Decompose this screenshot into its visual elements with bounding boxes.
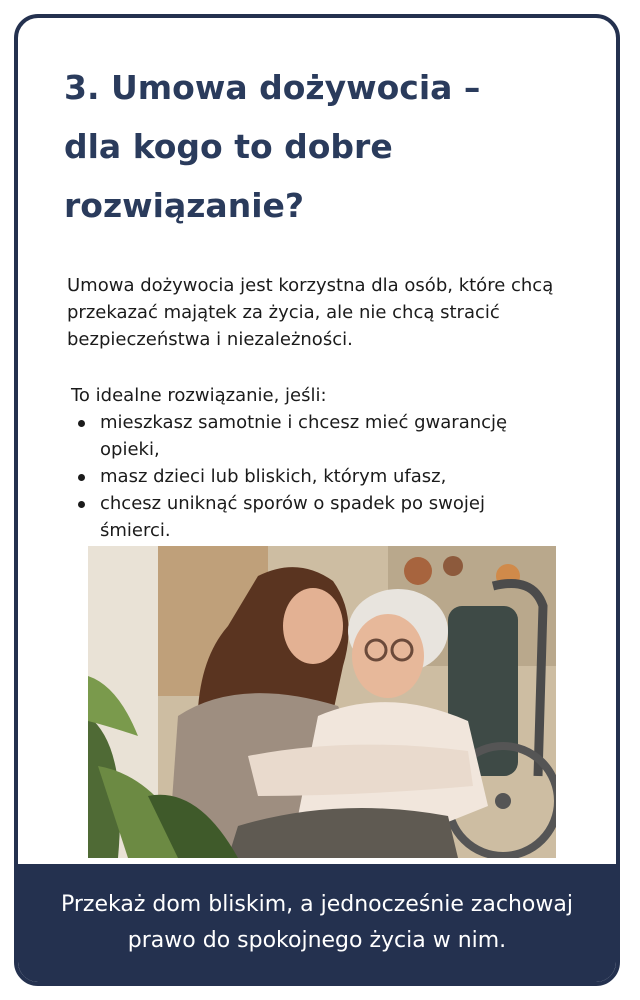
list-lead: To idealne rozwiązanie, jeśli: xyxy=(71,385,327,406)
bullet-item-avoid-disputes: chcesz uniknąć sporów o spadek po swojej śmierci. xyxy=(76,490,546,544)
photo-illustration-icon xyxy=(88,546,556,858)
photo-caregiver-hug xyxy=(88,546,556,858)
section-title-line-2: dla kogo to dobre xyxy=(64,127,393,166)
section-title-line-3: rozwiązanie? xyxy=(64,186,305,225)
section-title-line-1: 3. Umowa dożywocia – xyxy=(64,68,481,107)
footer-message xyxy=(37,887,597,959)
footer-line-1: Przekaż dom bliskim, a jednocześnie zachowaj xyxy=(61,892,573,917)
info-card xyxy=(14,14,620,986)
bullet-item-alone: mieszkasz samotnie i chcesz mieć gwarancję opieki, xyxy=(76,409,546,463)
footer-banner xyxy=(18,864,616,982)
intro-paragraph xyxy=(67,272,597,353)
bullet-list xyxy=(76,409,546,544)
bullet-item-trusted-family: masz dzieci lub bliskich, którym ufasz, xyxy=(76,463,546,490)
intro-line-1: Umowa dożywocia jest korzystna dla osób, które chcą xyxy=(67,275,554,296)
intro-line-3: bezpieczeństwa i niezależności. xyxy=(67,329,353,350)
section-title xyxy=(64,58,584,235)
intro-line-2: przekazać majątek za życia, ale nie chcą stracić xyxy=(67,302,500,323)
footer-line-2: prawo do spokojnego życia w nim. xyxy=(127,928,507,953)
